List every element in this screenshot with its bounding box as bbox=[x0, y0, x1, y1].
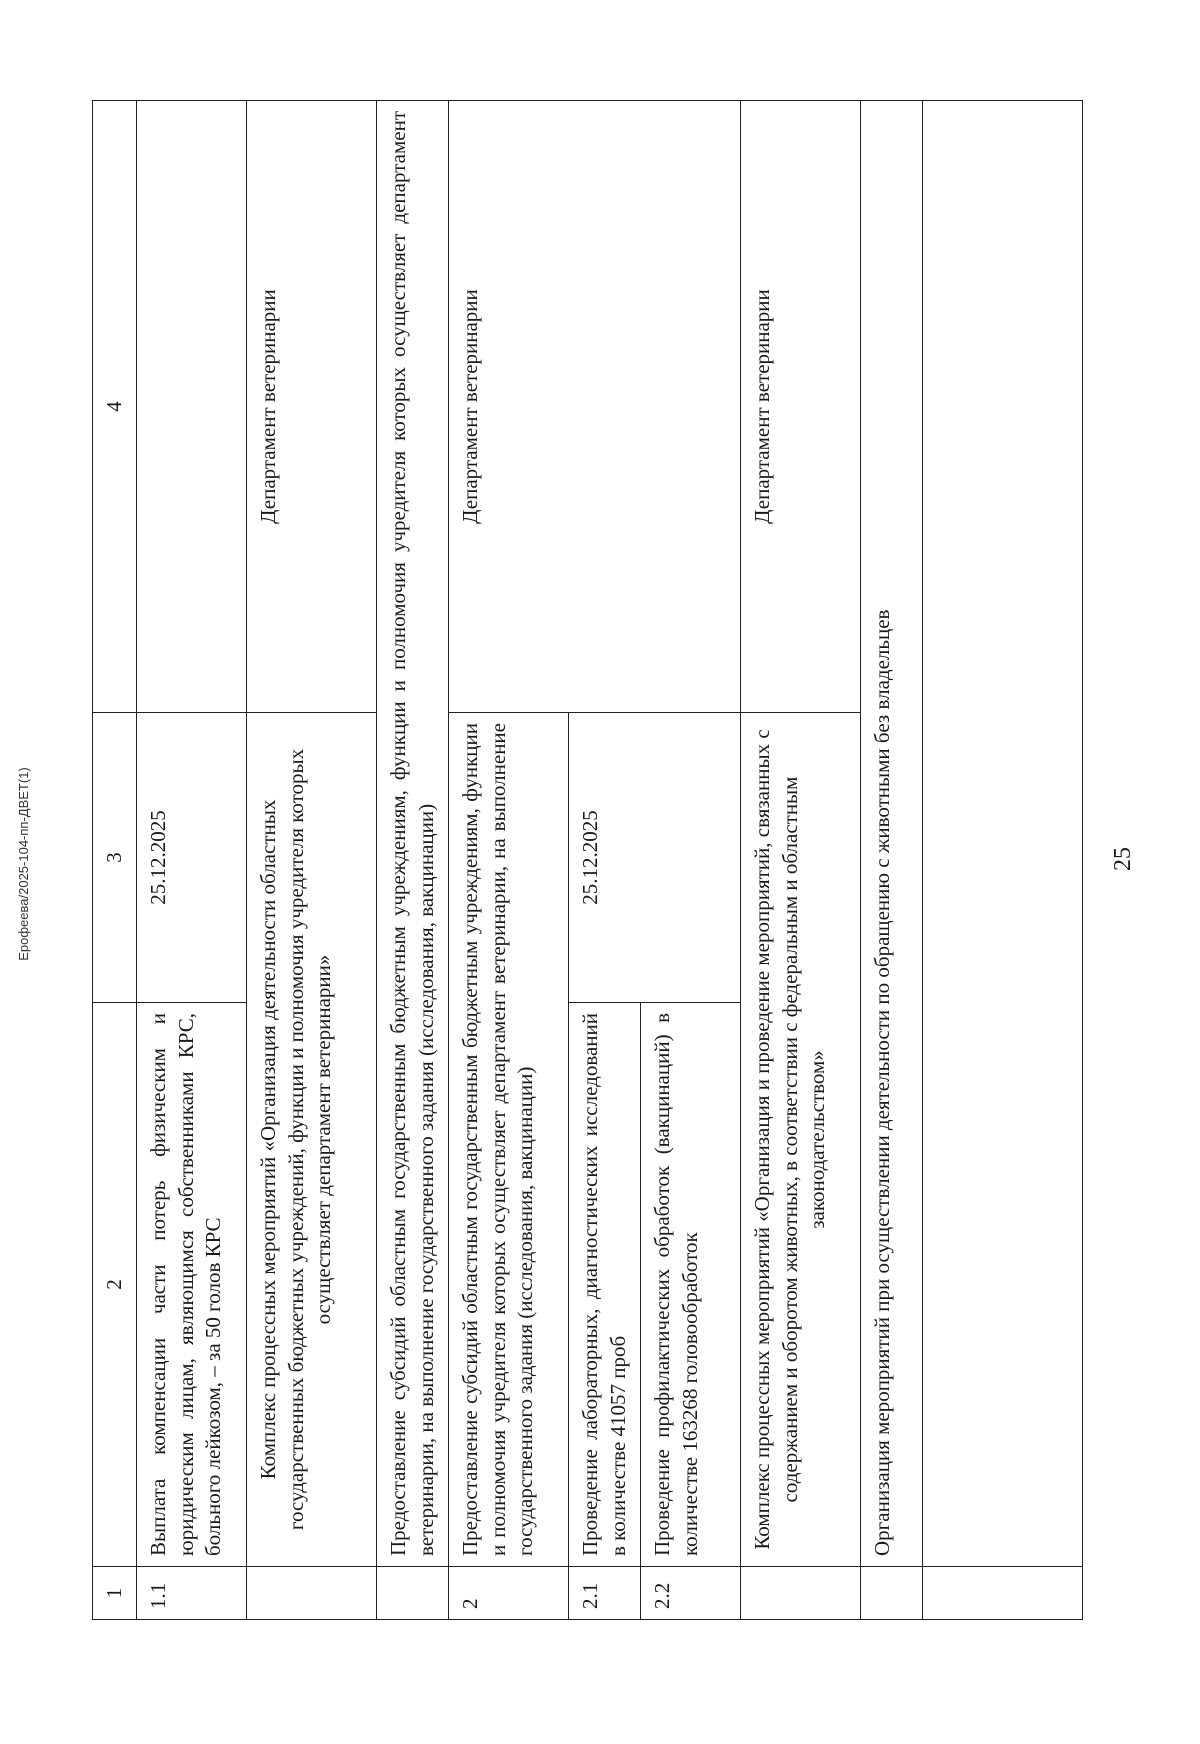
measures-table bbox=[92, 100, 1083, 1620]
table-row-complex-2 bbox=[741, 101, 861, 1620]
row-number: 2.2 bbox=[641, 1567, 741, 1620]
header-col-2: 2 bbox=[93, 1003, 137, 1567]
row-date: 25.12.2025 bbox=[137, 713, 247, 1003]
row-number bbox=[741, 1567, 861, 1620]
table-row-empty bbox=[923, 101, 1083, 1620]
complex-title: Комплекс процессных мероприятий «Организация и проведение мероприятий, связанных с содержанием и оборотом животных, в соответствии с федеральным и областным законодательством» bbox=[741, 713, 861, 1567]
complex-title: Комплекс процессных мероприятий «Организация деятельности областных государственных бюджетных учреждений, функции и полномочия учредителя которых осуществляет департамент ветеринарии» bbox=[247, 713, 377, 1567]
row-text: Выплата компенсации части потерь физическим и юридическим лицам, являющимся собственниками КРС, больного лейкозом, – за 50 голов КРС bbox=[137, 1003, 247, 1567]
row-number bbox=[861, 1567, 923, 1620]
row-number: 2 bbox=[449, 1567, 569, 1620]
row-text: Проведение лабораторных, диагностических исследований в количестве 41057 проб bbox=[569, 1003, 641, 1567]
header-col-1: 1 bbox=[93, 1567, 137, 1620]
header-col-3: 3 bbox=[93, 713, 137, 1003]
empty-cell bbox=[923, 101, 1083, 1567]
row-number: 2.1 bbox=[569, 1567, 641, 1620]
row-text: Проведение профилактических обработок (вакцинаций) в количестве 163268 головообработок bbox=[641, 1003, 741, 1567]
table-row-2 bbox=[449, 101, 569, 1620]
row-number bbox=[247, 1567, 377, 1620]
row-dept: Департамент ветеринарии bbox=[449, 101, 741, 713]
row-dept: Департамент ветеринарии bbox=[247, 101, 377, 713]
task-title: Организация мероприятий при осуществлении деятельности по обращению с животными без владельцев bbox=[861, 101, 923, 1567]
table-row-task-1 bbox=[377, 101, 449, 1620]
table-row-task-2 bbox=[861, 101, 923, 1620]
document-code: Ерофеева/2025-104-пп-ДВЕТ(1) bbox=[16, 767, 31, 961]
header-row bbox=[93, 101, 137, 1620]
page-number: 25 bbox=[1110, 847, 1136, 871]
row-text: Предоставление субсидий областным государственным бюджетным учреждениям, функции и полномочия учредителя которых осуществляет департамент ветеринарии, на выполнение государственного задания (исследования, вакцинации) bbox=[449, 713, 569, 1567]
header-col-4: 4 bbox=[93, 101, 137, 713]
table-row-complex-1 bbox=[247, 101, 377, 1620]
row-number: 1.1 bbox=[137, 1567, 247, 1620]
row-dept bbox=[137, 101, 247, 713]
empty-cell bbox=[923, 1567, 1083, 1620]
task-title: Предоставление субсидий областным государственным бюджетным учреждениям, функции и полномочия учредителя которых осуществляет департамент ветеринарии, на выполнение государственного задания (исследования, вакцинации) bbox=[377, 101, 449, 1567]
table-row-1-1 bbox=[137, 101, 247, 1620]
row-number bbox=[377, 1567, 449, 1620]
row-dept: Департамент ветеринарии bbox=[741, 101, 861, 713]
row-date: 25.12.2025 bbox=[569, 713, 741, 1003]
